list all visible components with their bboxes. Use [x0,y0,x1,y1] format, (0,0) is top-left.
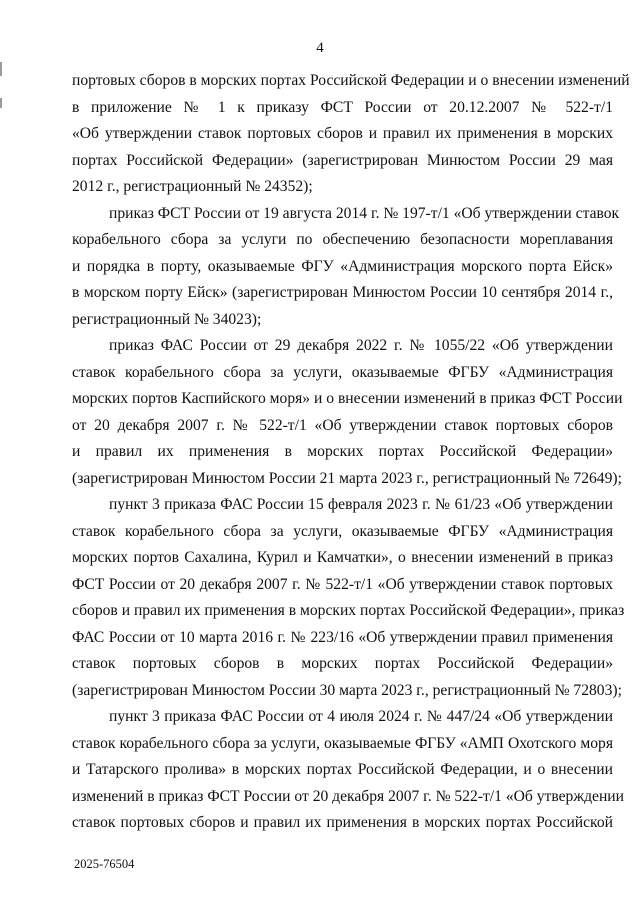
text-line: 2012 г., регистрационный № 24352); [72,178,313,195]
text-line: изменений в приказ ФСТ России от 20 декабря 2007 г. № 522-т/1 «Об утверждении [72,787,624,805]
scan-edge-mark [0,62,2,76]
text-line: морских портов Сахалина, Курил и Камчатки», о внесении изменений в приказ [72,549,613,566]
paragraph-first-line: пункт 3 приказа ФАС России 15 февраля 2023 г. № 61/23 «Об утверждении [109,496,613,513]
text-line: ставок портовых сборов и правил их применения в морских портах Российской [72,814,613,831]
text-line: регистрационный № 34023); [72,310,262,328]
document-id: 2025-76504 [74,857,135,871]
text-line: ставок корабельного сбора за услуги, оказываемые ФГБУ «АМП Охотского моря [72,734,613,752]
text-line: ФАС России от 10 марта 2016 г. № 223/16 «Об утверждении правил применения [72,628,613,646]
text-line: от 20 декабря 2007 г. № 522-т/1 «Об утверждении ставок портовых сборов [72,416,613,434]
scan-edge-mark [0,98,2,108]
paragraph-first-line: пункт 3 приказа ФАС России от 4 июля 2024 г. № 447/24 «Об утверждении [109,708,613,725]
page-number: 4 [316,40,324,56]
text-line: сборов и правил их применения в морских портах Российской Федерации», приказ [72,602,625,619]
text-line: и порядка в порту, оказываемые ФГУ «Администрация морского порта Ейск» [72,257,613,275]
text-line: ставок портовых сборов в морских портах Российской Федерации» [72,655,613,672]
text-line: портах Российской Федерации» (зарегистрирован Минюстом России 29 мая [72,151,613,169]
text-line: морских портов Каспийского моря» и о внесении изменений в приказ ФСТ России [72,390,623,407]
text-line: (зарегистрирован Минюстом России 21 марта 2023 г., регистрационный № 72649); [72,469,622,487]
text-line: и правил их применения в морских портах Российской Федерации» [72,443,613,460]
text-line: ставок корабельного сбора за услуги, оказываемые ФГБУ «Администрация [72,522,613,540]
paragraph-first-line: приказ ФСТ России от 19 августа 2014 г. № 197-т/1 «Об утверждении ставок [109,204,620,222]
text-line: портовых сборов в морских портах Российской Федерации и о внесении изменений [72,72,630,89]
text-line: ставок корабельного сбора за услуги, оказываемые ФГБУ «Администрация [72,363,613,381]
text-line: корабельного сбора за услуги по обеспечению безопасности мореплавания [72,231,613,248]
text-line: и Татарского пролива» в морских портах Российской Федерации, и о внесении [72,761,613,778]
document-body [72,68,630,837]
text-line: в приложение № 1 к приказу ФСТ России от 20.12.2007 № 522-т/1 [72,98,613,116]
paragraph-first-line: приказ ФАС России от 29 декабря 2022 г. № 1055/22 «Об утверждении [109,337,613,354]
text-line: в морском порту Ейск» (зарегистрирован Минюстом России 10 сентября 2014 г., [72,284,613,301]
text-line: (зарегистрирован Минюстом России 30 марта 2023 г., регистрационный № 72803); [72,681,622,699]
text-line: ФСТ России от 20 декабря 2007 г. № 522-т/1 «Об утверждении ставок портовых [72,575,613,593]
text-line: «Об утверждении ставок портовых сборов и правил их применения в морских [72,125,613,142]
